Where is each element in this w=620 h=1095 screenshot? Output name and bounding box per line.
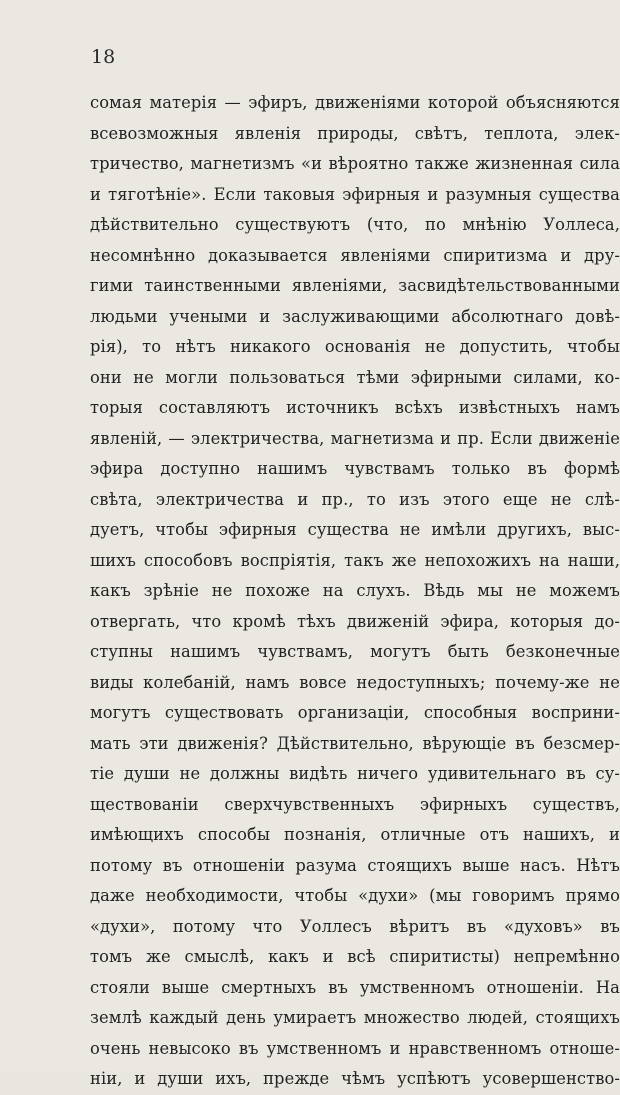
text-line: землѣ каждый день умираетъ множество людей, стоящихъ (90, 1008, 620, 1027)
text-line: шихъ способовъ воспріятія, такъ же непохожихъ на наши, (90, 550, 620, 570)
text-line: эфира доступно нашимъ чувствамъ только въ формѣ (90, 459, 620, 478)
text-line: сомая матерія — эфиръ, движеніями которой объясняются (90, 93, 620, 112)
text-line: очень невысоко въ умственномъ и нравственномъ отноше- (90, 1038, 620, 1058)
text-line: могутъ существовать организаціи, способныя восприни- (90, 703, 620, 722)
text-line: даже необходимости, чтобы «духи» (мы говоримъ прямо (90, 886, 620, 905)
text-line: явленій, — электричества, магнетизма и пр. Если движеніе (90, 428, 620, 448)
text-line: торыя составляютъ источникъ всѣхъ извѣстныхъ намъ (90, 398, 620, 417)
text-line: тіе души не должны видѣть ничего удивительнаго въ су- (90, 764, 620, 783)
text-line: свѣта, электричества и пр., то изъ этого еще не слѣ- (90, 489, 620, 509)
text-line: гими таинственными явленіями, засвидѣтельствованными (90, 276, 620, 295)
page-body-text (90, 88, 620, 1095)
text-line: тричество, магнетизмъ «и вѣроятно также жизненная сила (90, 154, 620, 173)
text-line: несомнѣнно доказывается явленіями спиритизма и дру- (90, 245, 620, 265)
text-line: ніи, и души ихъ, прежде чѣмъ успѣютъ усовершенство- (90, 1069, 620, 1088)
text-line: ществованіи сверхчувственныхъ эфирныхъ существъ, (90, 794, 620, 814)
text-line: ступны нашимъ чувствамъ, могутъ быть безконечные (90, 642, 620, 661)
text-line: имѣющихъ способы познанія, отличные отъ нашихъ, и (90, 825, 620, 844)
text-line: дѣйствительно существуютъ (что, по мнѣнію Уоллеса, (90, 215, 620, 234)
text-line: и тяготѣніе». Если таковыя эфирныя и разумныя существа (90, 184, 620, 204)
text-line: мать эти движенія? Дѣйствительно, вѣрующіе въ безсмер- (90, 733, 620, 753)
text-line: виды колебаній, намъ вовсе недоступныхъ; почему-же не (90, 672, 620, 692)
text-line: дуетъ, чтобы эфирныя существа не имѣли другихъ, выс- (90, 520, 620, 539)
text-line: томъ же смыслѣ, какъ и всѣ спиритисты) непремѣнно (90, 947, 620, 966)
text-line: какъ зрѣніе не похоже на слухъ. Вѣдь мы не можемъ (90, 581, 620, 600)
text-line: рія), то нѣтъ никакого основанія не допустить, чтобы (90, 337, 620, 356)
text-line: всевозможныя явленія природы, свѣтъ, теплота, элек- (90, 123, 620, 143)
text-line: людьми учеными и заслуживающими абсолютнаго довѣ- (90, 306, 620, 326)
text-line: они не могли пользоваться тѣми эфирными силами, ко- (90, 367, 620, 387)
text-line: потому въ отношеніи разума стоящихъ выше насъ. Нѣтъ (90, 855, 620, 875)
text-line: «духи», потому что Уоллесъ вѣритъ въ «духовъ» въ (90, 916, 620, 936)
page-number: 18 (91, 46, 116, 68)
text-line: стояли выше смертныхъ въ умственномъ отношеніи. На (90, 977, 620, 997)
text-line: отвергать, что кромѣ тѣхъ движеній эфира, которыя до- (90, 611, 620, 631)
